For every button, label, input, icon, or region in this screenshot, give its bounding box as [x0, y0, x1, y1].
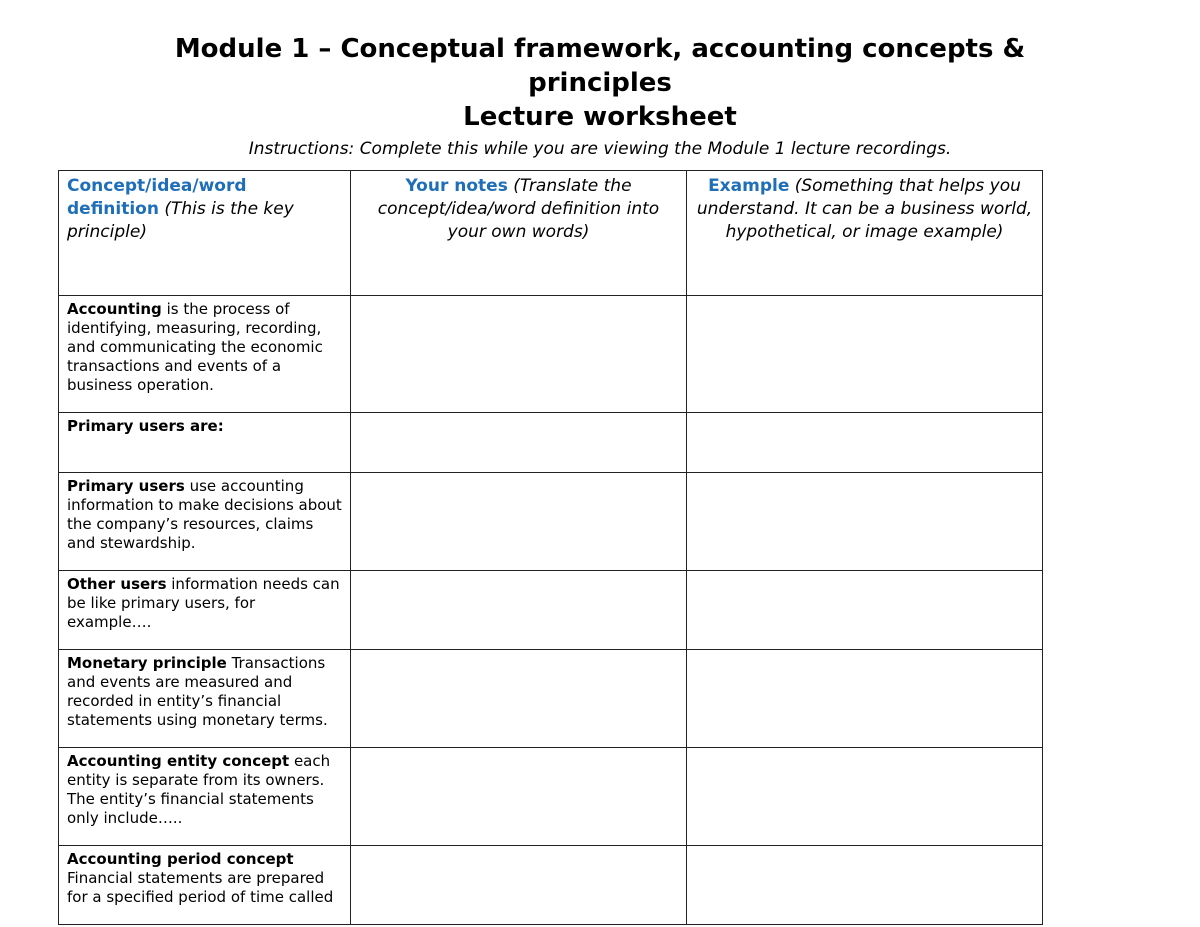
table-row [59, 473, 1043, 571]
notes-cell[interactable] [351, 473, 687, 571]
example-cell[interactable] [687, 748, 1043, 846]
concept-definition: Transactions and events are measured and recorded in entity’s financial statements using monetary terms. [67, 654, 328, 729]
page-title [130, 32, 1070, 134]
worksheet-header [0, 32, 1200, 160]
concept-term: Accounting entity concept [67, 752, 290, 770]
column-header-concept-note: (This is the key principle) [67, 199, 294, 242]
example-cell[interactable] [687, 296, 1043, 413]
table-row [59, 650, 1043, 748]
concept-definition: is the process of identifying, measuring, recording, and communicating the economic transactions and events of a business operation. [67, 300, 323, 394]
example-cell[interactable] [687, 571, 1043, 650]
table-row [59, 846, 1043, 925]
table-row [59, 571, 1043, 650]
example-cell[interactable] [687, 650, 1043, 748]
notes-cell[interactable] [351, 413, 687, 473]
concept-definition: Financial statements are prepared for a specified period of time called [67, 869, 334, 906]
column-header-notes [351, 171, 687, 296]
table-row [59, 413, 1043, 473]
concept-cell [59, 650, 351, 748]
title-line-2: principles [528, 68, 672, 98]
concept-term: Primary users [67, 477, 185, 495]
column-header-concept [59, 171, 351, 296]
column-header-example-note: (Something that helps you understand. It can be a business world, hypothetical, or image example) [696, 176, 1033, 242]
example-cell[interactable] [687, 846, 1043, 925]
table-row [59, 748, 1043, 846]
instructions-text: Instructions: Complete this while you are viewing the Module 1 lecture recordings. [248, 139, 952, 159]
concept-term: Accounting [67, 300, 162, 318]
concept-cell [59, 296, 351, 413]
concept-definition: information needs can be like primary users, for example…. [67, 575, 340, 631]
example-cell[interactable] [687, 473, 1043, 571]
column-header-example [687, 171, 1043, 296]
concept-cell [59, 846, 351, 925]
example-cell[interactable] [687, 413, 1043, 473]
notes-cell[interactable] [351, 571, 687, 650]
concept-term: Monetary principle [67, 654, 227, 672]
notes-cell[interactable] [351, 846, 687, 925]
column-header-example-label: Example [708, 176, 790, 196]
concept-cell [59, 473, 351, 571]
notes-cell[interactable] [351, 650, 687, 748]
table-row [59, 296, 1043, 413]
table-header-row [59, 171, 1043, 296]
concept-term: Accounting period concept [67, 850, 294, 868]
column-header-concept-label: Concept/idea/word definition [67, 176, 247, 219]
column-header-notes-note: (Translate the concept/idea/word definition into your own words) [377, 176, 660, 242]
notes-cell[interactable] [351, 296, 687, 413]
concept-cell [59, 413, 351, 473]
column-header-notes-label: Your notes [405, 176, 508, 196]
worksheet-table [58, 170, 1043, 925]
concept-cell [59, 748, 351, 846]
concept-definition: each entity is separate from its owners. The entity’s financial statements only include….. [67, 752, 331, 827]
concept-cell [59, 571, 351, 650]
concept-term: Primary users are: [67, 417, 224, 435]
title-line-1: Module 1 – Conceptual framework, accounting concepts & [174, 34, 1026, 64]
subtitle: Lecture worksheet [463, 102, 737, 132]
notes-cell[interactable] [351, 748, 687, 846]
concept-term: Other users [67, 575, 167, 593]
concept-definition: use accounting information to make decisions about the company’s resources, claims and stewardship. [67, 477, 342, 552]
